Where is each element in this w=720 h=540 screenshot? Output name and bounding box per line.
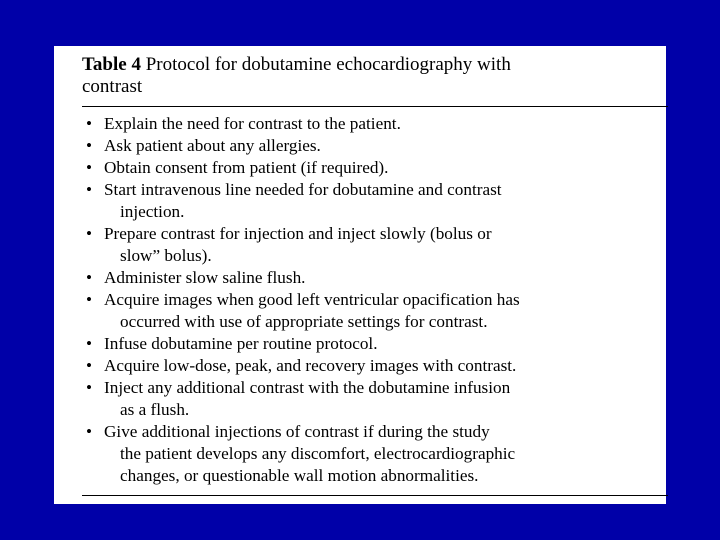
protocol-item-text: Prepare contrast for injection and inject slowly (bolus or bbox=[104, 224, 492, 243]
bullet-icon: • bbox=[86, 158, 93, 177]
bullet-icon: • bbox=[86, 180, 93, 199]
protocol-item-text: Acquire low-dose, peak, and recovery images with contrast. bbox=[104, 356, 517, 375]
protocol-item bbox=[82, 333, 668, 355]
bullet-icon: • bbox=[86, 268, 93, 287]
bullet-icon: • bbox=[86, 422, 93, 441]
table-panel bbox=[54, 46, 666, 504]
protocol-item-text: Inject any additional contrast with the dobutamine infusion bbox=[104, 378, 511, 397]
bullet-icon: • bbox=[86, 290, 93, 309]
protocol-item-text-continued: occurred with use of appropriate settings for contrast. bbox=[120, 312, 488, 331]
protocol-item bbox=[82, 267, 668, 289]
protocol-item bbox=[82, 377, 668, 421]
protocol-item-text: Infuse dobutamine per routine protocol. bbox=[104, 334, 378, 353]
bullet-icon: • bbox=[86, 356, 93, 375]
protocol-item-text-continued: slow” bolus). bbox=[120, 246, 212, 265]
protocol-item-text: Obtain consent from patient (if required). bbox=[104, 158, 389, 177]
protocol-list bbox=[82, 113, 668, 487]
table-caption bbox=[82, 54, 668, 98]
protocol-item bbox=[82, 157, 668, 179]
protocol-item bbox=[82, 135, 668, 157]
bullet-icon: • bbox=[86, 224, 93, 243]
protocol-item-text: Ask patient about any allergies. bbox=[104, 136, 321, 155]
bullet-icon: • bbox=[86, 378, 93, 397]
protocol-item bbox=[82, 355, 668, 377]
protocol-item bbox=[82, 113, 668, 135]
top-rule bbox=[82, 106, 668, 107]
bullet-icon: • bbox=[86, 136, 93, 155]
bottom-rule bbox=[82, 495, 668, 496]
bullet-icon: • bbox=[86, 334, 93, 353]
protocol-item-text-continued: as a flush. bbox=[120, 400, 190, 419]
protocol-item-text: Give additional injections of contrast if during the study bbox=[104, 422, 490, 441]
table-title: Protocol for dobutamine echocardiography with bbox=[145, 54, 511, 75]
protocol-item-text: Start intravenous line needed for dobutamine and contrast bbox=[104, 180, 502, 199]
protocol-item-text: Administer slow saline flush. bbox=[104, 268, 306, 287]
protocol-item-text-continued: the patient develops any discomfort, electrocardiographic bbox=[120, 444, 516, 463]
table-title-continued: contrast bbox=[82, 76, 143, 97]
protocol-item bbox=[82, 223, 668, 267]
bullet-icon: • bbox=[86, 114, 93, 133]
protocol-item bbox=[82, 179, 668, 223]
protocol-item-text-continued: changes, or questionable wall motion abnormalities. bbox=[120, 466, 479, 485]
table-label: Table 4 bbox=[82, 54, 141, 75]
protocol-item-text-continued: injection. bbox=[120, 202, 185, 221]
protocol-item bbox=[82, 289, 668, 333]
protocol-item-text: Explain the need for contrast to the patient. bbox=[104, 114, 401, 133]
protocol-item-text: Acquire images when good left ventricular opacification has bbox=[104, 290, 520, 309]
protocol-item bbox=[82, 421, 668, 487]
